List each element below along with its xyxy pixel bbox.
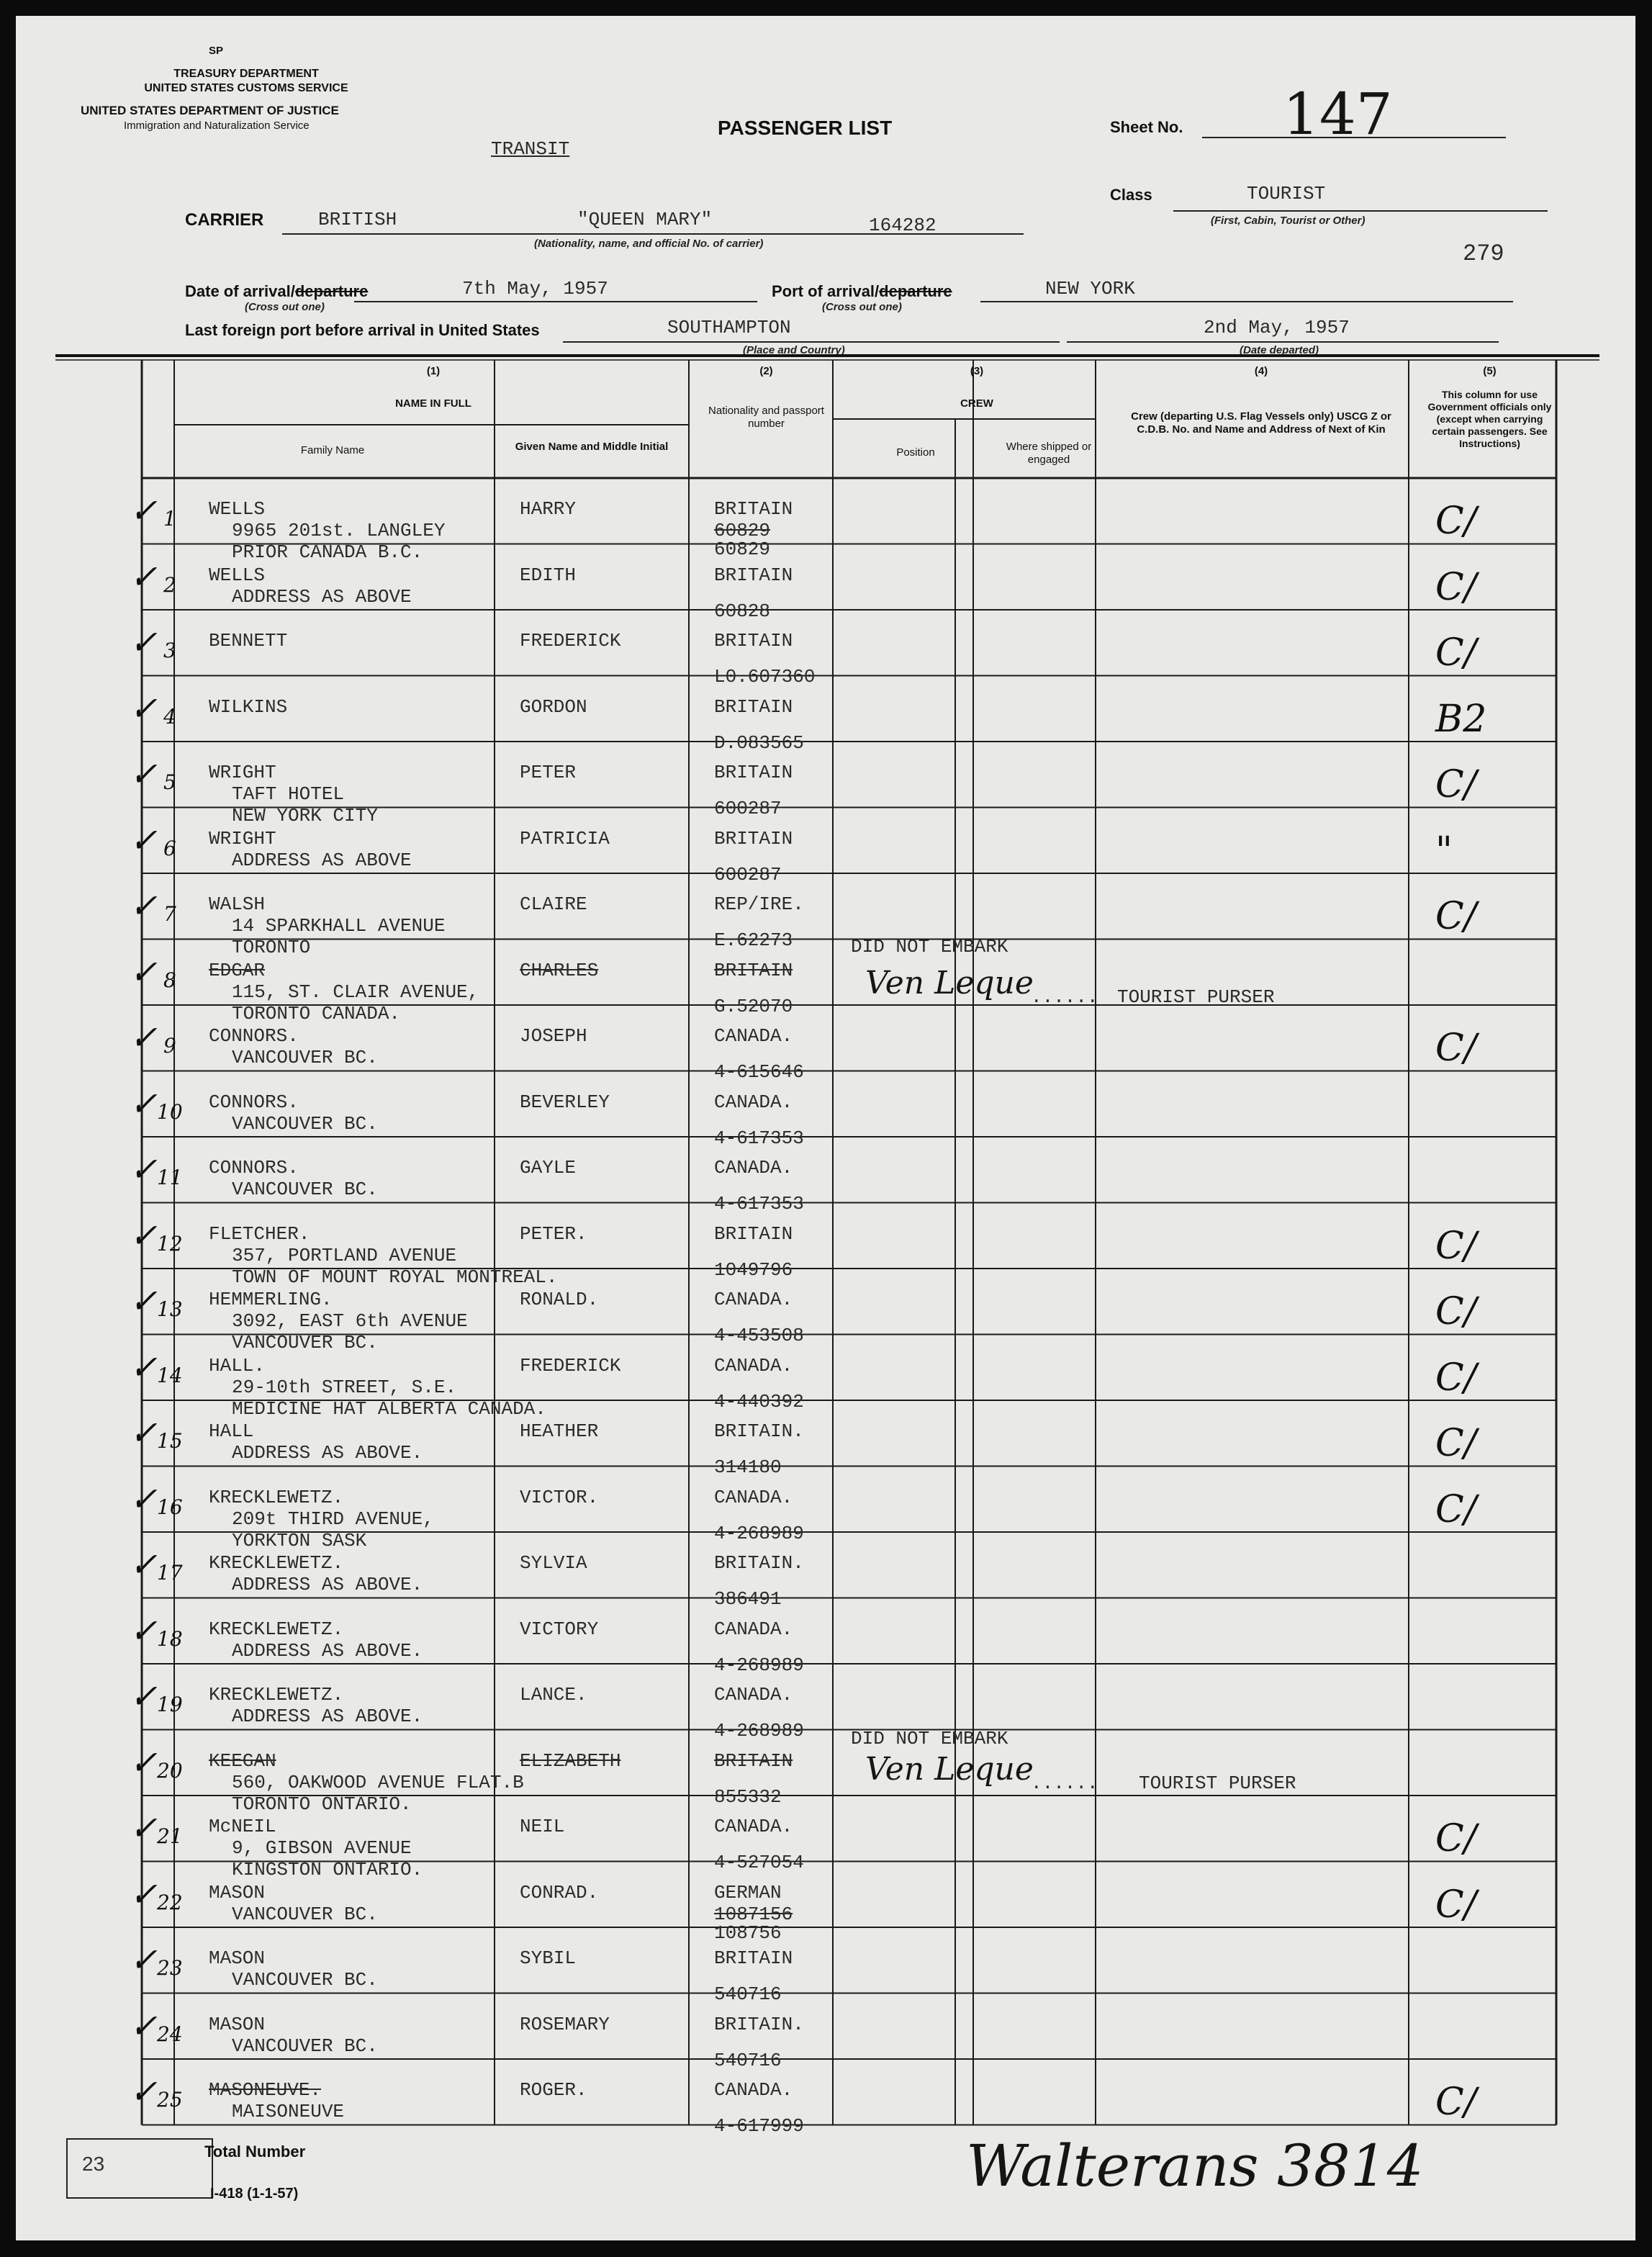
tourist-purser-8: TOURIST PURSER [1117,986,1275,1008]
given-name: VICTOR. [520,1486,599,1508]
departed-hint: (Date departed) [1240,344,1319,356]
dots-8: ...... [1031,986,1098,1008]
nationality: BRITAIN. [714,1552,804,1574]
col-family-name: Family Name [300,444,365,456]
passport-number: 386491 [714,1588,782,1610]
row-number: 4 [163,704,176,729]
nationality: CANADA. [714,1289,793,1310]
officer-signature: Walterans 3814 [966,2132,1424,2199]
check-mark: ✓ [130,1545,158,1584]
nationality: BRITAIN [714,1222,793,1245]
check-mark: ✓ [130,1940,158,1979]
row-number: 6 [163,836,176,860]
official-mark: C/ [1435,565,1477,609]
col-given-name: Given Name and Middle Initial [515,441,669,453]
passport-number: E.62273 [714,929,793,951]
official-mark: C/ [1435,631,1477,675]
check-mark: ✓ [130,1215,158,1255]
passport-number: 4-268989 [714,1522,804,1544]
dept-ins: Immigration and Naturalization Service [124,120,310,132]
passport-number: 600287 [714,798,782,819]
given-name: SYLVIA [520,1552,587,1574]
passport-number: 540716 [714,2049,782,2071]
official-mark: C/ [1435,1356,1477,1400]
check-mark: ✓ [130,1677,158,1716]
address-line-2: TOWN OF MOUNT ROYAL MONTREAL. [232,1266,558,1288]
family-name: WRIGHT [209,827,276,850]
purser-signature-20: Ven Leque [865,1751,1034,1788]
official-mark: C/ [1435,895,1477,938]
nationality: CANADA. [714,1684,793,1706]
check-mark: ✓ [130,1874,158,1914]
address-line-1: ADDRESS AS ABOVE. [232,1639,423,1662]
family-name: MASON [209,1881,266,1904]
carrier-label: CARRIER [185,210,264,230]
check-mark: ✓ [130,1347,158,1387]
col3-title: CREW [960,397,993,410]
nationality: BRITAIN [714,1749,793,1772]
row-number: 21 [157,1824,183,1848]
document-sheet [16,16,1635,2240]
passport-number: 60828 [714,600,771,622]
family-name: WALSH [209,893,266,915]
family-name: EDGAR [209,959,266,981]
check-mark: ✓ [130,1808,158,1847]
nationality: BRITAIN [714,498,793,520]
row-number: 12 [157,1231,183,1256]
passport-number: 60829 [714,520,771,541]
col-position: Position [896,446,935,459]
check-mark: ✓ [130,557,158,596]
given-name: SYBIL [520,1947,577,1969]
address-line-1: 357, PORTLAND AVENUE [232,1244,457,1266]
nationality: BRITAIN [714,959,793,981]
check-mark: ✓ [130,886,158,925]
nationality: CANADA. [714,1091,793,1113]
check-mark: ✓ [130,688,158,728]
class-label: Class [1110,186,1152,204]
passport-number: 4-440392 [714,1390,804,1413]
class-value: TOURIST [1247,183,1326,204]
row-number: 8 [163,968,176,992]
address-line-1: ADDRESS AS ABOVE. [232,1442,423,1464]
passport-number: 4-527054 [714,1852,804,1873]
family-name: WRIGHT [209,762,276,783]
given-name: PATRICIA [520,827,610,850]
form-title: PASSENGER LIST [718,117,893,139]
row-number: 13 [157,1297,183,1321]
check-mark: ✓ [130,1610,158,1650]
nationality: CANADA. [714,1354,793,1377]
given-name: HARRY [520,498,577,520]
family-name: KRECKLEWETZ. [209,1618,344,1640]
nationality: BRITAIN. [714,2013,804,2035]
given-name: CHARLES [520,959,599,981]
given-name: ELIZABETH [520,1749,621,1772]
official-mark: C/ [1435,2081,1477,2124]
address-line-2: VANCOUVER BC. [232,1332,378,1353]
family-name: KRECKLEWETZ. [209,1486,344,1508]
nationality: CANADA. [714,1025,793,1047]
family-name: HEMMERLING. [209,1289,333,1310]
family-name: MASON [209,1947,266,1969]
col1-number: (1) [426,365,441,377]
official-mark: C/ [1435,1027,1477,1070]
nationality: BRITAIN [714,630,793,652]
row-number: 11 [157,1166,183,1189]
family-name: CONNORS. [209,1025,299,1047]
carrier-hint: (Nationality, name, and official No. of carrier) [534,238,764,250]
check-mark: ✓ [130,1150,158,1189]
family-name: KEEGAN [209,1749,276,1772]
check-mark: ✓ [130,952,158,991]
departed-value: 2nd May, 1957 [1204,317,1350,338]
official-mark: C/ [1435,1487,1477,1531]
row-number: 7 [163,902,176,926]
address-line-1: 3092, EAST 6th AVENUE [232,1310,468,1332]
family-name: KRECKLEWETZ. [209,1684,344,1706]
passport-number: 540716 [714,1983,782,2005]
purser-signature-8: Ven Leque [865,965,1034,1001]
given-name: GORDON [520,695,587,718]
nationality: CANADA. [714,1618,793,1640]
nationality: BRITAIN [714,827,793,850]
given-name: CONRAD. [520,1881,599,1904]
family-name: WELLS [209,564,266,586]
row-number: 10 [157,1099,183,1124]
address-line-1: 209t THIRD AVENUE, [232,1508,434,1530]
passport-number: L0.607360 [714,666,816,688]
address-line-1: 14 SPARKHALL AVENUE [232,915,446,937]
passport-number-corrected: 60829 [714,539,771,560]
passport-number: D.083565 [714,731,804,754]
sheet-number: 147 [1283,81,1393,148]
given-name: ROSEMARY [520,2013,610,2035]
official-mark: C/ [1435,500,1477,543]
given-name: ROGER. [520,2079,587,2101]
address-line-1: MAISONEUVE [232,2101,345,2122]
official-mark: C/ [1435,763,1477,806]
family-name: McNEIL [209,1816,276,1837]
passport-number: 4-268989 [714,1654,804,1676]
check-mark: ✓ [130,1018,158,1057]
address-line-1: ADDRESS AS ABOVE [232,849,412,871]
address-line-1: 115, ST. CLAIR AVENUE, [232,981,479,1003]
address-line-2: MEDICINE HAT ALBERTA CANADA. [232,1397,546,1420]
given-name: VICTORY [520,1618,599,1640]
row-number: 23 [157,1956,183,1980]
lastport-hint: (Place and Country) [743,344,845,356]
given-name: BEVERLEY [520,1091,610,1113]
family-name: MASONEUVE. [209,2079,322,2101]
transit-label: TRANSIT [491,138,570,160]
nationality: BRITAIN [714,762,793,783]
port-label: Port of arrival/departure [772,282,952,300]
given-name: PETER. [520,1222,587,1245]
passport-number: 4-617353 [714,1127,804,1149]
given-name: CLAIRE [520,893,587,915]
given-name: RONALD. [520,1289,599,1310]
given-name: EDITH [520,564,577,586]
family-name: HALL. [209,1354,266,1377]
row-number: 18 [157,1626,183,1651]
address-line-2: TORONTO [232,937,311,958]
dept-customs: UNITED STATES CUSTOMS SERVICE [144,82,348,94]
official-mark: C/ [1435,1290,1477,1333]
given-name: FREDERICK [520,1354,621,1377]
official-mark: B2 [1435,697,1487,741]
family-name: BENNETT [209,630,288,652]
row-number: 25 [157,2088,183,2112]
address-line-2: PRIOR CANADA B.C. [232,541,423,563]
address-line-1: VANCOUVER BC. [232,1047,378,1068]
arrival-label: Date of arrival/departure [185,282,369,300]
row-number: 24 [157,2022,183,2046]
check-mark: ✓ [130,1413,158,1452]
agency-code: SP [209,45,224,57]
address-line-1: 560, OAKWOOD AVENUE FLAT.B [232,1771,524,1793]
col4-number: (4) [1254,365,1268,377]
arrival-hint: (Cross out one) [245,301,325,313]
address-line-1: VANCOUVER BC. [232,1969,378,1991]
row-number: 14 [157,1363,183,1387]
port-value: NEW YORK [1045,278,1135,299]
nationality: BRITAIN [714,695,793,718]
address-line-1: VANCOUVER BC. [232,1112,378,1135]
check-mark: ✓ [130,1084,158,1123]
total-box-value: 23 [82,2153,105,2175]
given-name: PETER [520,762,577,783]
tourist-purser-20: TOURIST PURSER [1139,1772,1296,1794]
check-mark: ✓ [130,1479,158,1518]
col5-number: (5) [1483,365,1497,377]
col2-number: (2) [759,365,773,377]
passport-number: 4-268989 [714,1720,804,1742]
did-not-embark-8: DID NOT EMBARK [851,936,1008,958]
col2-title: Nationality and passport number [708,405,824,430]
nationality: GERMAN [714,1881,782,1904]
total-label: Total Number [204,2143,306,2161]
address-line-1: ADDRESS AS ABOVE. [232,1574,423,1595]
carrier-name: "QUEEN MARY" [577,209,713,230]
nationality: REP/IRE. [714,893,804,915]
row-number: 22 [157,1890,183,1914]
passport-number: 1087156 [714,1903,793,1925]
nationality: CANADA. [714,1157,793,1179]
address-line-1: ADDRESS AS ABOVE [232,585,412,608]
address-line-1: 9965 201st. LANGLEY [232,520,446,541]
class-hint: (First, Cabin, Tourist or Other) [1211,215,1366,227]
address-line-1: ADDRESS AS ABOVE. [232,1706,423,1727]
row-number: 1 [163,507,176,531]
row-number: 20 [157,1758,183,1783]
row-number: 9 [163,1034,176,1058]
row-number: 16 [157,1495,183,1519]
given-name: GAYLE [520,1157,577,1179]
dept-treasury: TREASURY DEPARTMENT [173,68,319,80]
check-mark: ✓ [130,2006,158,2045]
check-mark: ✓ [130,491,158,530]
given-name: FREDERICK [520,630,621,652]
check-mark: ✓ [130,1742,158,1782]
given-name: JOSEPH [520,1025,587,1047]
passport-number: 1049796 [714,1258,793,1281]
row-number: 5 [163,770,176,794]
address-line-2: TORONTO CANADA. [232,1002,401,1024]
check-mark: ✓ [130,623,158,662]
carrier-nationality: BRITISH [318,209,397,230]
col1-title: NAME IN FULL [395,397,471,410]
passport-number: 600287 [714,863,782,886]
nationality: BRITAIN [714,1947,793,1969]
address-line-1: VANCOUVER BC. [232,1903,378,1925]
dept-justice: UNITED STATES DEPARTMENT OF JUSTICE [81,104,339,117]
address-line-2: YORKTON SASK [232,1529,367,1551]
lastport-label: Last foreign port before arrival in United States [185,321,540,339]
passport-number: 4-615646 [714,1061,804,1083]
address-line-1: 9, GIBSON AVENUE [232,1837,412,1859]
row-number: 19 [157,1693,183,1716]
address-line-1: VANCOUVER BC. [232,2035,378,2057]
address-line-2: TORONTO ONTARIO. [232,1793,412,1815]
official-mark: C/ [1435,1422,1477,1465]
passport-number: 314180 [714,1456,782,1478]
col4-title: Crew (departing U.S. Flag Vessels only) USCG Z or C.D.B. No. and Name and Address of Next of Kin [1131,410,1391,436]
port-hint: (Cross out one) [822,301,902,313]
lastport-value: SOUTHAMPTON [667,317,791,338]
row-number: 17 [157,1561,183,1585]
sheet-label: Sheet No. [1110,118,1183,136]
nationality: CANADA. [714,1816,793,1837]
official-mark: " [1435,829,1453,873]
family-name: CONNORS. [209,1091,299,1113]
passport-number: 4-617999 [714,2115,804,2137]
passport-number: 855332 [714,1785,782,1808]
row-number: 3 [163,639,176,662]
did-not-embark-20: DID NOT EMBARK [851,1728,1008,1749]
col3-number: (3) [970,365,984,377]
row-number: 15 [157,1429,183,1453]
address-line-2: KINGSTON ONTARIO. [232,1859,423,1880]
passport-number: 4-453508 [714,1325,804,1346]
dots-20: ...... [1031,1772,1098,1794]
official-mark: C/ [1435,1224,1477,1268]
family-name: WELLS [209,498,266,520]
family-name: CONNORS. [209,1157,299,1179]
carrier-number: 164282 [869,215,936,236]
passport-number: G.52070 [714,995,793,1017]
address-line-1: 29-10th STREET, S.E. [232,1376,457,1398]
family-name: MASON [209,2013,266,2035]
nationality: BRITAIN. [714,1420,804,1442]
given-name: NEIL [520,1816,565,1837]
form-number: I-418 (1-1-57) [210,2186,299,2202]
check-mark: ✓ [130,754,158,793]
page-number: 279 [1463,240,1504,267]
check-mark: ✓ [130,1281,158,1320]
address-line-2: NEW YORK CITY [232,805,378,826]
passport-number-corrected: 108756 [714,1922,782,1944]
address-line-1: VANCOUVER BC. [232,1179,378,1200]
family-name: HALL [209,1420,254,1442]
col5-title: This column for use Government officials only (except when carrying certain passengers. See Instructions) [1427,389,1552,449]
given-name: LANCE. [520,1684,587,1706]
col-where-shipped: Where shipped or engaged [1006,441,1092,466]
family-name: FLETCHER. [209,1222,310,1245]
check-mark: ✓ [130,820,158,860]
nationality: BRITAIN [714,564,793,586]
arrival-date: 7th May, 1957 [462,278,608,299]
family-name: WILKINS [209,695,288,718]
row-number: 2 [163,572,176,597]
official-mark: C/ [1435,1817,1477,1860]
given-name: HEATHER [520,1420,599,1442]
nationality: CANADA. [714,1486,793,1508]
nationality: CANADA. [714,2079,793,2101]
official-mark: C/ [1435,1883,1477,1927]
address-line-1: TAFT HOTEL [232,783,345,805]
passport-number: 4-617353 [714,1193,804,1215]
check-mark: ✓ [130,2072,158,2111]
family-name: KRECKLEWETZ. [209,1552,344,1574]
